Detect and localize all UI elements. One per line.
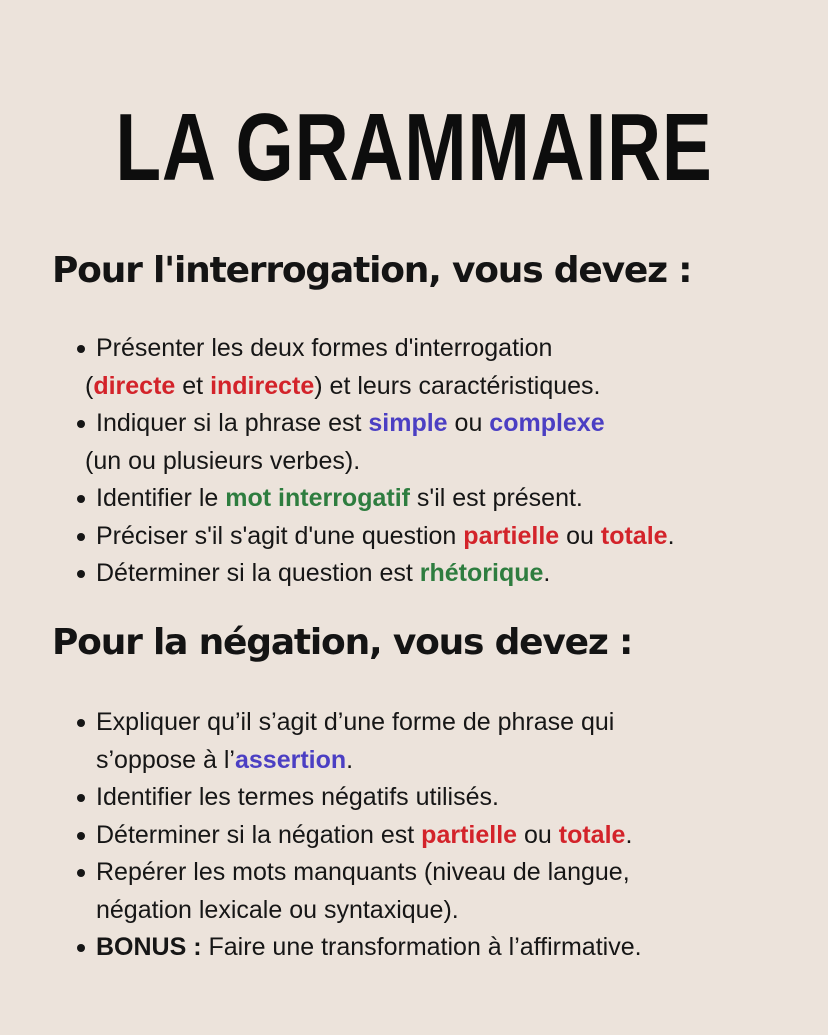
item-text: Présenter les deux formes d'interrogation xyxy=(96,334,553,362)
item-text: s’oppose à l’ xyxy=(96,745,235,774)
item-text: Déterminer si la négation est xyxy=(96,820,422,849)
item-text: . xyxy=(667,521,675,550)
item-text: ou xyxy=(517,820,559,849)
interrogation-list xyxy=(85,330,675,593)
item-text: Indiquer si la phrase est xyxy=(96,409,369,437)
item-text: ) et leurs caractéristiques. xyxy=(314,371,601,400)
highlight-simple: simple xyxy=(368,409,448,437)
list-item xyxy=(96,929,642,967)
highlight-totale: totale xyxy=(600,521,668,550)
highlight-complexe: complexe xyxy=(489,409,605,437)
list-item xyxy=(96,817,642,855)
item-continuation xyxy=(85,368,675,406)
highlight-mot-interrogatif: mot interrogatif xyxy=(225,484,410,512)
highlight-rhetorique: rhétorique xyxy=(419,559,544,587)
item-text: et xyxy=(175,371,211,400)
interrogation-heading: Pour l'interrogation, vous devez : xyxy=(52,250,692,291)
item-text: Identifier le xyxy=(96,484,226,512)
item-continuation: négation lexicale ou syntaxique). xyxy=(96,895,459,924)
item-text: Repérer les mots manquants (niveau de langue, xyxy=(96,858,630,886)
list-item xyxy=(96,518,675,556)
item-text: Déterminer si la question est xyxy=(96,559,420,587)
list-item xyxy=(85,405,675,480)
list-item xyxy=(96,480,675,518)
item-text: Faire une transformation à l’affirmative. xyxy=(201,933,642,961)
item-continuation xyxy=(96,742,642,780)
list-item xyxy=(85,330,675,405)
item-text: Identifier les termes négatifs utilisés. xyxy=(96,783,499,811)
highlight-partielle: partielle xyxy=(421,820,518,849)
list-item xyxy=(96,704,642,779)
highlight-assertion: assertion xyxy=(234,745,347,774)
highlight-totale: totale xyxy=(558,820,626,849)
item-text: . xyxy=(543,559,551,587)
highlight-partielle: partielle xyxy=(463,521,560,550)
item-text: Préciser s'il s'agit d'une question xyxy=(96,521,464,550)
highlight-directe: directe xyxy=(93,371,176,400)
item-continuation: (un ou plusieurs verbes). xyxy=(85,446,361,475)
highlight-indirecte: indirecte xyxy=(210,371,315,400)
negation-list xyxy=(96,704,642,967)
paren-open: ( xyxy=(85,371,94,400)
list-item xyxy=(96,779,642,817)
list-item xyxy=(96,555,675,593)
page-title: LA GRAMMAIRE xyxy=(115,94,713,201)
item-text: ou xyxy=(447,409,490,437)
bonus-label: BONUS : xyxy=(96,933,202,961)
negation-heading: Pour la négation, vous devez : xyxy=(52,622,633,663)
item-text: s'il est présent. xyxy=(409,484,583,512)
item-text: . xyxy=(346,745,354,774)
list-item xyxy=(96,854,642,929)
item-text: Expliquer qu’il s’agit d’une forme de phrase qui xyxy=(96,708,615,736)
item-text: . xyxy=(625,820,633,849)
item-text: ou xyxy=(559,521,601,550)
